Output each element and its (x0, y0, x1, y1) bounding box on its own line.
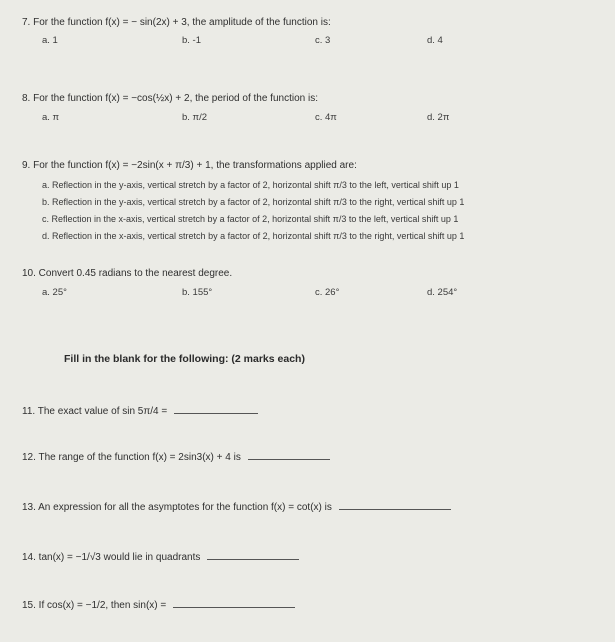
question-7-option-a[interactable]: a. 1 (42, 35, 58, 46)
question-15-row (22, 598, 295, 611)
question-13-answer-blank[interactable] (339, 500, 451, 510)
question-10-option-b[interactable]: b. 155° (182, 287, 213, 298)
question-7-stem: 7. For the function f(x) = − sin(2x) + 3, the amplitude of the function is: (22, 17, 331, 28)
question-14-text: 14. tan(x) = −1/√3 would lie in quadrants (22, 552, 201, 563)
question-8-stem: 8. For the function f(x) = −cos(½x) + 2, the period of the function is: (22, 93, 318, 104)
question-14-answer-blank[interactable] (207, 550, 299, 560)
question-7-option-b[interactable]: b. -1 (182, 35, 202, 46)
question-10-option-c[interactable]: c. 26° (315, 287, 340, 298)
question-9-option-d[interactable]: d. Reflection in the x-axis, vertical stretch by a factor of 2, horizontal shift π/3 to the right, vertical shift up 1 (42, 231, 465, 241)
question-7-option-d[interactable]: d. 4 (427, 35, 443, 46)
question-14-row (22, 550, 299, 563)
question-8-option-c[interactable]: c. 4π (315, 112, 337, 123)
question-9-stem: 9. For the function f(x) = −2sin(x + π/3) + 1, the transformations applied are: (22, 160, 357, 171)
question-9-option-a[interactable]: a. Reflection in the y-axis, vertical stretch by a factor of 2, horizontal shift π/3 to the left, vertical shift up 1 (42, 180, 459, 190)
fill-in-blank-heading: Fill in the blank for the following: (2 marks each) (64, 353, 305, 365)
question-7-option-c[interactable]: c. 3 (315, 35, 331, 46)
question-8-option-a[interactable]: a. π (42, 112, 60, 123)
question-8-option-d[interactable]: d. 2π (427, 112, 450, 123)
question-12-text: 12. The range of the function f(x) = 2sin3(x) + 4 is (22, 452, 241, 463)
question-11-text: 11. The exact value of sin 5π/4 = (22, 406, 168, 417)
question-15-answer-blank[interactable] (173, 598, 295, 608)
question-15-text: 15. If cos(x) = −1/2, then sin(x) = (22, 600, 167, 611)
question-11-row (22, 404, 258, 417)
question-12-answer-blank[interactable] (248, 450, 330, 460)
question-8-option-b[interactable]: b. π/2 (182, 112, 208, 123)
question-11-answer-blank[interactable] (174, 404, 258, 414)
question-13-text: 13. An expression for all the asymptotes for the function f(x) = cot(x) is (22, 502, 332, 513)
question-9-option-b[interactable]: b. Reflection in the y-axis, vertical stretch by a factor of 2, horizontal shift π/3 to the right, vertical shift up 1 (42, 197, 465, 207)
question-12-row (22, 450, 330, 463)
question-9-option-c[interactable]: c. Reflection in the x-axis, vertical stretch by a factor of 2, horizontal shift π/3 to the left, vertical shift up 1 (42, 214, 459, 224)
question-10-stem: 10. Convert 0.45 radians to the nearest degree. (22, 268, 233, 279)
question-10-option-d[interactable]: d. 254° (427, 287, 458, 298)
question-13-row (22, 500, 451, 513)
question-10-option-a[interactable]: a. 25° (42, 287, 67, 298)
